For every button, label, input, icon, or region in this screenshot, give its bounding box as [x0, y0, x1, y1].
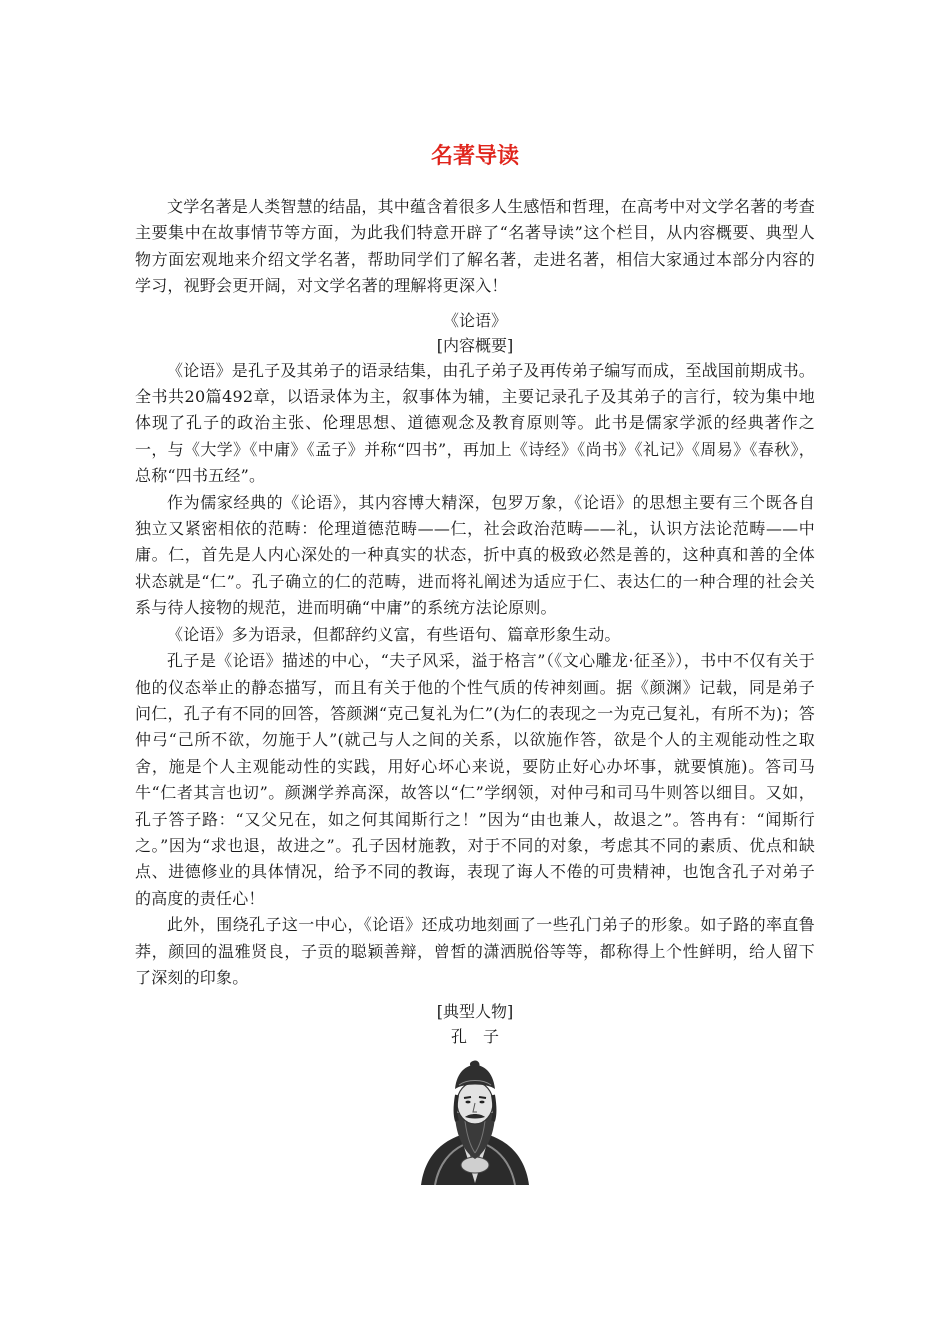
- summary-paragraph-1: 《论语》是孔子及其弟子的语录结集，由孔子弟子及再传弟子编写而成，至战国前期成书。全书共20篇492章，以语录体为主，叙事体为辅，主要记录孔子及其弟子的言行，较为集中地体现了孔子的政治主张、伦理思想、道德观念及教育原则等。此书是儒家学派的经典著作之一，与《大学》《中庸》《孟子》并称“四书”，再加上《诗经》《尚书》《礼记》《周易》《春秋》，总称“四书五经”。: [135, 360, 816, 486]
- summary-paragraph-4: 孔子是《论语》描述的中心，“夫子风采，溢于格言”（《文心雕龙·征圣》），书中不仅有关于他的仪态举止的静态描写，而且有关于他的个性气质的传神刻画。据《颜渊》记载，同是弟子问仁，孔子有不同的回答，答颜渊“克己复礼为仁”(为仁的表现之一为克己复礼，有所不为)；答仲弓“己所不欲，勿施于人”(就己与人之间的关系，以欲施作答，欲是个人的主观能动性之取舍，施是个人主观能动性的实践，用好心坏心来说，要防止好心办坏事，就要慎施)。答司马牛“仁者其言也讱”。颜渊学养高深，故答以“仁”学纲领，对仲弓和司马牛则答以细目。又如，孔子答子路：“又父兄在，如之何其闻斯行之！”因为“由也兼人，故退之”。答冉有：“闻斯行之。”因为“求也退，故进之”。孔子因材施教，对于不同的对象，考虑其不同的素质、优点和缺点、进德修业的具体情况，给予不同的教诲，表现了诲人不倦的可贵精神，也饱含孔子对弟子的高度的责任心！: [135, 651, 815, 908]
- confucius-portrait: [415, 1055, 535, 1185]
- summary-paragraph-2: 作为儒家经典的《论语》，其内容博大精深，包罗万象，《论语》的思想主要有三个既各自独立又紧密相依的范畴：伦理道德范畴——仁，社会政治范畴——礼，认识方法论范畴——中庸。仁，首先是人内心深处的一种真实的状态，折中真的极致必然是善的，这种真和善的全体状态就是“仁”。孔子确立的仁的范畴，进而将礼阐述为适应于仁、表达仁的一种合理的社会关系与待人接物的规范，进而明确“中庸”的系统方法论原则。: [135, 492, 815, 618]
- document-title: 名著导读: [430, 144, 519, 169]
- section-heading-summary: [内容概要]: [436, 335, 514, 355]
- section-heading-figures: [典型人物]: [436, 1002, 514, 1022]
- document-page: [135, 140, 815, 1185]
- figure-name: 孔 子: [450, 1027, 499, 1047]
- summary-paragraph-3: 《论语》多为语录，但都辞约义富，有些语句、篇章形象生动。: [167, 624, 621, 644]
- summary-paragraph-5: 此外，围绕孔子这一中心，《论语》还成功地刻画了一些孔门弟子的形象。如子路的率直鲁莽，颜回的温雅贤良，子贡的聪颖善辩，曾皙的潇洒脱俗等等，都称得上个性鲜明，给人留下了深刻的印象。: [135, 915, 815, 987]
- book-title: 《论语》: [442, 310, 507, 330]
- intro-paragraph: 文学名著是人类智慧的结晶，其中蕴含着很多人生感悟和哲理，在高考中对文学名著的考查主要集中在故事情节等方面，为此我们特意开辟了“名著导读”这个栏目，从内容概要、典型人物方面宏观地来介绍文学名著，帮助同学们了解名著，走进名著，相信大家通过本部分内容的学习，视野会更开阔，对文学名著的理解将更深入！: [135, 197, 816, 296]
